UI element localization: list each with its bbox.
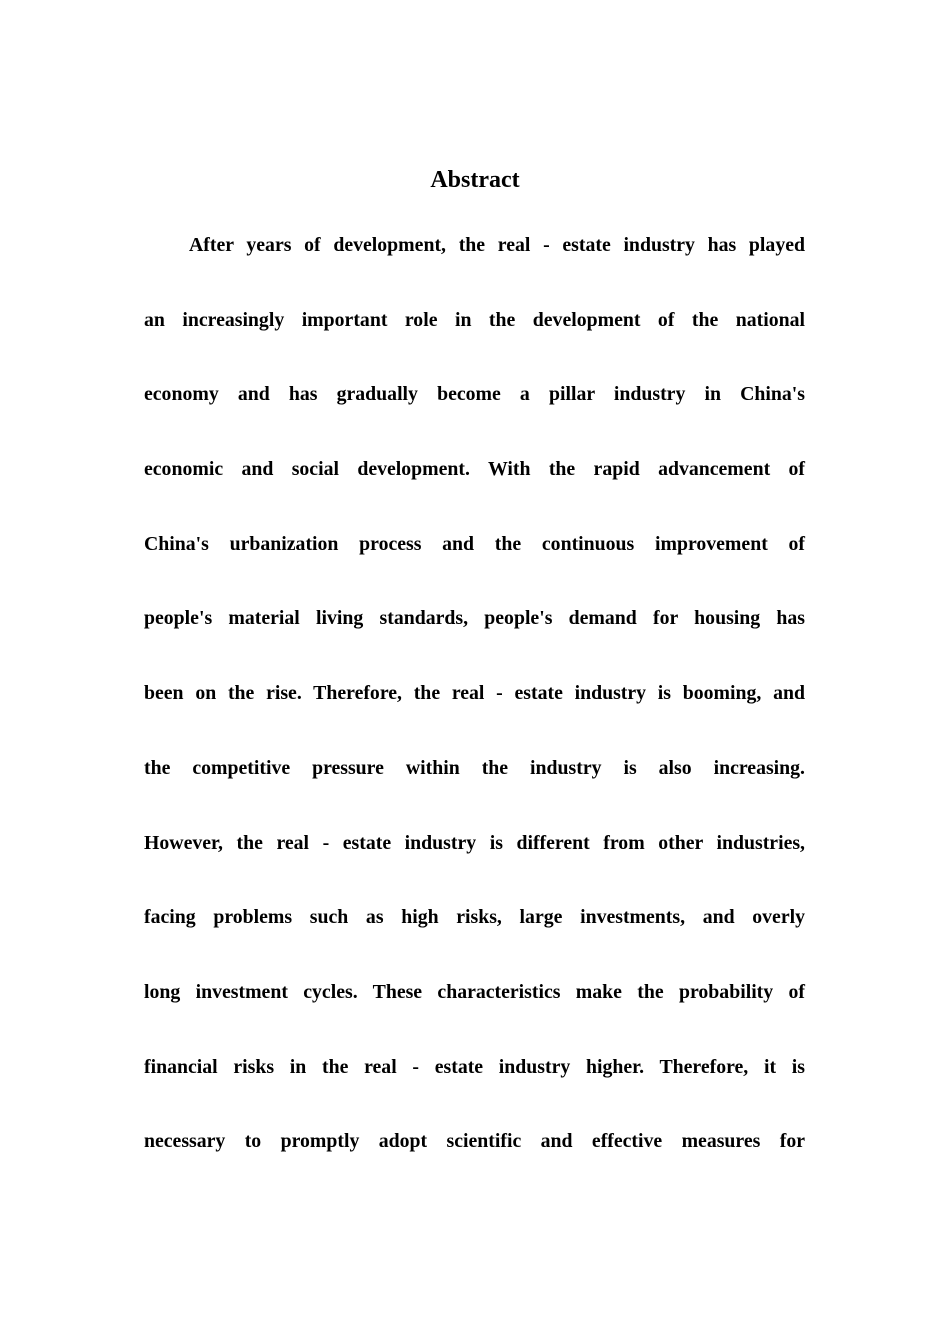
paragraph-line: China's urbanization process and the continuous improvement of [144, 532, 805, 555]
paragraph-line: been on the rise. Therefore, the real - estate industry is booming, and [144, 682, 805, 705]
paragraph-line: the competitive pressure within the industry is also increasing. [144, 756, 805, 779]
paragraph-line: financial risks in the real - estate industry higher. Therefore, it is [144, 1055, 805, 1078]
paragraph-line: people's material living standards, people's demand for housing has [144, 607, 805, 630]
paragraph-line: economy and has gradually become a pillar industry in China's [144, 383, 805, 406]
paragraph-line: long investment cycles. These characteristics make the probability of [144, 980, 805, 1003]
paragraph-line: an increasingly important role in the development of the national [144, 308, 805, 331]
page-title: Abstract [430, 167, 520, 193]
paragraph-line: necessary to promptly adopt scientific and effective measures for [144, 1130, 805, 1153]
paragraph-line: After years of development, the real - estate industry has played [189, 234, 805, 256]
abstract-paragraph [144, 229, 805, 1200]
paragraph-line: facing problems such as high risks, large investments, and overly [144, 906, 805, 929]
paragraph-line: However, the real - estate industry is different from other industries, [144, 831, 805, 854]
paragraph-line: economic and social development. With the rapid advancement of [144, 458, 805, 481]
